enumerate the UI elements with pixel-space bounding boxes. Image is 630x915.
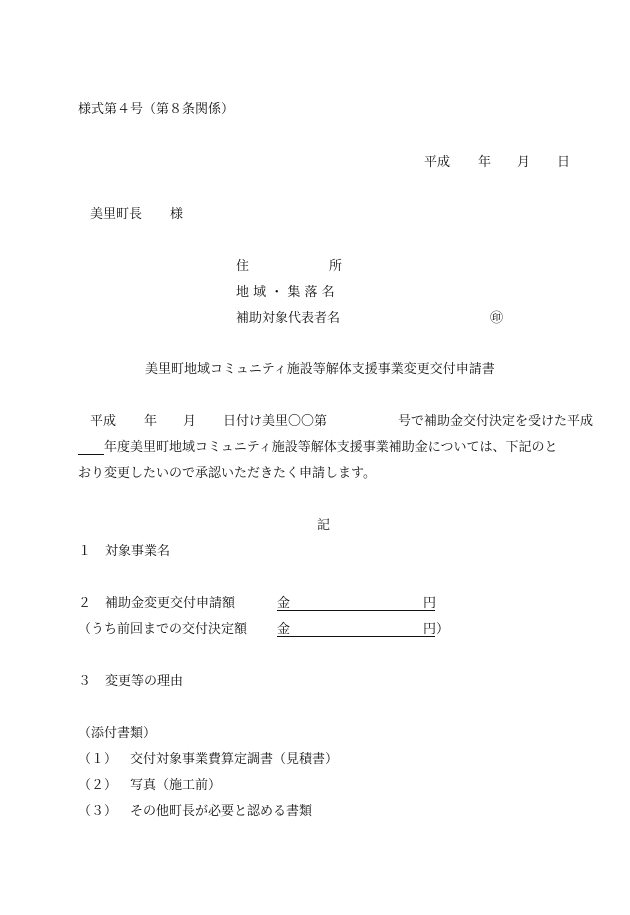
body-dated: 日付け美里〇〇第 <box>223 414 328 429</box>
representative-label: 補助対象代表者名 <box>236 311 341 326</box>
item2-yen: 円 <box>423 596 437 611</box>
attachment-3-text: その他町長が必要と認める書類 <box>130 804 313 819</box>
item2-sub-kin: 金 <box>277 622 291 637</box>
address-label-2: 所 <box>329 259 343 274</box>
addressee-name: 美里町長 <box>90 207 143 222</box>
body-line3: おり変更したいので承認いただきたく申請します。 <box>78 466 376 481</box>
addressee-honorific: 様 <box>170 207 184 222</box>
seal-mark: ㊞ <box>490 311 504 326</box>
ki-marker: 記 <box>317 518 331 533</box>
body-year-unit: 年 <box>144 414 158 429</box>
form-number: 様式第４号（第８条関係） <box>78 102 235 117</box>
item2-amount-line <box>277 596 435 611</box>
item3-label: 変更等の理由 <box>105 674 184 689</box>
document-title: 美里町地域コミュニティ施設等解体支援事業変更交付申請書 <box>145 362 495 377</box>
attachment-1-number: （１） <box>78 752 118 767</box>
attachment-2-number: （２） <box>78 778 118 793</box>
item2-number: ２ <box>78 596 92 611</box>
item3-number: ３ <box>78 674 92 689</box>
attachment-1-text: 交付対象事業費算定調書（見積書） <box>130 752 339 767</box>
body-era: 平成 <box>90 414 117 429</box>
body-month-unit: 月 <box>183 414 197 429</box>
item1-label: 対象事業名 <box>105 544 171 559</box>
community-label: 地 域 ・ 集 落 名 <box>236 285 335 300</box>
address-label-1: 住 <box>236 259 250 274</box>
item2-sub-amount-line <box>277 622 435 637</box>
item2-sub-label: （うち前回までの交付決定額 <box>78 622 248 637</box>
item2-kin: 金 <box>277 596 291 611</box>
item2-sub-close: ） <box>436 622 450 637</box>
date-era: 平成 <box>424 155 451 170</box>
item2-label: 補助金変更交付申請額 <box>105 596 236 611</box>
fiscal-year-blank <box>78 440 104 455</box>
attachments-heading: （添付書類） <box>78 726 157 741</box>
body-line2: 年度美里町地域コミュニティ施設等解体支援事業補助金については、下記のと <box>104 440 558 455</box>
date-day-unit: 日 <box>557 155 571 170</box>
attachment-3-number: （３） <box>78 804 118 819</box>
item2-sub-yen: 円 <box>423 622 437 637</box>
date-month-unit: 月 <box>517 155 531 170</box>
attachment-2-text: 写真（施工前） <box>130 778 222 793</box>
item1-number: １ <box>78 544 92 559</box>
date-year-unit: 年 <box>478 155 492 170</box>
body-line1-text: 号で補助金交付決定を受けた平成 <box>398 414 594 429</box>
